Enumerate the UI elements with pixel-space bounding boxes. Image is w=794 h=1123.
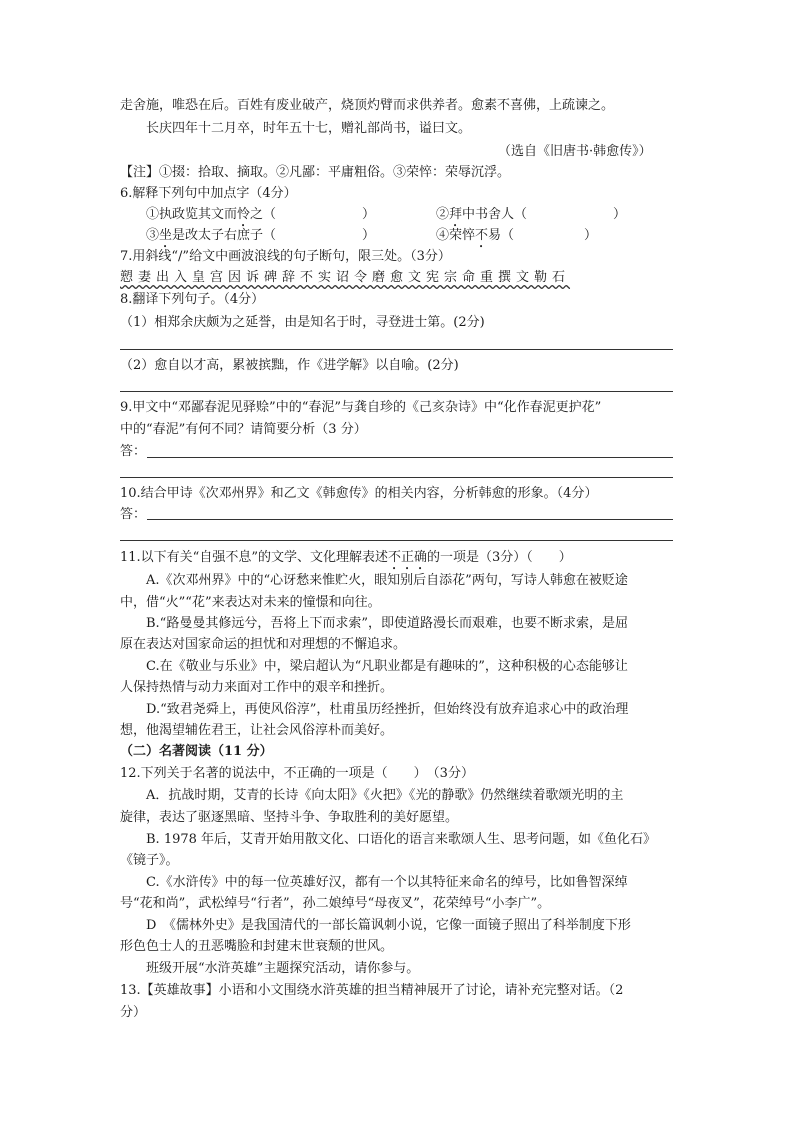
q6-item-3-pre: ③ xyxy=(146,228,160,243)
q6-item-1-dot: 怜 xyxy=(237,207,251,222)
q6-item-4-pre: ④荣悴 xyxy=(436,228,476,243)
q8-answer-line-2[interactable] xyxy=(120,391,673,392)
q6-item-4-close: ） xyxy=(584,228,598,243)
q9-line-2: 中的“春泥”有何不同？请简要分析（3 分） xyxy=(120,422,367,437)
q11-option-d-2: 想，他渴望辅佐君王，让社会风俗淳朴而美好。 xyxy=(120,723,394,738)
q6-item-4-dot: 不 xyxy=(475,228,489,243)
q7-wavy-sentence: 愬妻出入皇宫因诉碑辞不实诏令磨愈文宪宗命重撰文勒石 xyxy=(120,270,571,285)
q11-option-d-1: D.“致君尧舜上，再使风俗淳”，杜甫虽历经挫折，但始终没有放弃追求心中的政治理 xyxy=(146,702,629,717)
q6-item-4 xyxy=(436,226,597,251)
q11-option-a-1: A.《次邓州界》中的“心讶愁来惟贮火，眼知别后自添花”两句，写诗人韩愈在被贬途 xyxy=(146,573,628,588)
q11-option-c-2: 人保持热情与动力来面对工作中的艰辛和挫折。 xyxy=(120,680,394,695)
q9-answer-line-2[interactable] xyxy=(120,477,673,478)
q11-title xyxy=(120,548,572,573)
q11-title-post: 的一项是（3分）（ ） xyxy=(426,550,572,565)
q10-answer-label: 答： xyxy=(120,507,147,522)
q9-answer-line-1[interactable] xyxy=(147,457,673,458)
q12-option-b-2: 《镜子》。 xyxy=(120,853,179,868)
q12-option-a-2: 旋律，表达了驱逐黑暗、坚持斗争、争取胜利的美好愿望。 xyxy=(120,810,459,825)
q6-item-1-close: ） xyxy=(362,207,376,222)
q6-item-3-dot: 坐 xyxy=(159,228,173,243)
q11-title-pre: 11.以下有关“自强不息”的文学、文化理解表述 xyxy=(120,550,388,565)
q8-sentence-1: （1）相郑余庆颇为之延誉，由是知名于时，寻登进士第。(2分) xyxy=(120,315,485,330)
q6-item-3-post: 是改太子右庶子（ xyxy=(172,228,277,243)
q6-item-3-close: ） xyxy=(362,228,376,243)
q10-answer-line-1[interactable] xyxy=(147,519,673,520)
section-2-title: （二）名著阅读（11 分） xyxy=(120,744,273,759)
activity-intro: 班级开展“水浒英雄”主题探究活动，请你参与。 xyxy=(146,961,420,976)
q11-title-dot: 不正确 xyxy=(387,550,427,565)
q12-option-c-1: C.《水浒传》中的每一位英雄好汉，都有一个以其特征来命名的绰号，比如鲁智深绰 xyxy=(146,875,628,890)
q12-title: 12.下列关于名著的说法中，不正确的一项是（ ） （3分） xyxy=(120,766,474,781)
q8-answer-line-1[interactable] xyxy=(120,349,673,350)
q11-option-c-1: C.在《敬业与乐业》中，梁启超认为“凡职业都是有趣味的”，这种积极的心态能够让 xyxy=(146,659,628,674)
q6-title: 6.解释下列句中加点字（4分） xyxy=(120,186,297,201)
passage-note: 【注】①掇：拾取、摘取。②凡鄙：平庸粗俗。③荣悴：荣辱沉浮。 xyxy=(120,165,511,180)
q11-option-b-2: 原在表达对国家命运的担忧和对理想的不懈追求。 xyxy=(120,637,407,652)
q9-answer-label: 答： xyxy=(120,444,147,459)
passage-line-2: 长庆四年十二月卒，时年五十七，赠礼部尚书，谥曰文。 xyxy=(146,121,472,136)
passage-line-1: 走舍施，唯恐在后。百姓有废业破产，烧顶灼臂而求供养者。愈素不喜佛，上疏谏之。 xyxy=(120,98,615,113)
q6-item-1-post: 之（ xyxy=(250,207,277,222)
q9-line-1: 9.甲文中“邓鄙春泥见驿赊”中的“春泥”与龚自珍的《己亥杂诗》中“化作春泥更护花” xyxy=(120,400,602,415)
passage-source: （选自《旧唐书·韩愈传》） xyxy=(498,144,652,159)
q13-line-1: 13.【英雄故事】小语和小文围绕水浒英雄的担当精神展开了讨论，请补充完整对话。（2 xyxy=(120,983,624,998)
q6-item-2-dot: 拜 xyxy=(449,207,463,222)
q8-title: 8.翻译下列句子。（4分） xyxy=(120,292,265,307)
q8-sentence-2: （2）愈自以才高，累被摈黜，作《进学解》以自喻。(2分) xyxy=(120,358,459,373)
q12-option-a-1: A．抗战时期，艾青的长诗《向太阳》《火把》《光的静歌》仍然继续着歌颂光明的主 xyxy=(146,788,624,803)
q12-option-b-1: B. 1978 年后，艾青开始用散文化、口语化的语言来歌颂人生、思考问题，如《鱼化石》 xyxy=(146,832,657,847)
q13-line-2: 分） xyxy=(120,1005,147,1020)
q6-item-4-post: 易（ xyxy=(488,228,515,243)
q7-sentence xyxy=(120,268,570,288)
q10-line-1: 10.结合甲诗《次邓州界》和乙文《韩愈传》的相关内容，分析韩愈的形象。（4分） xyxy=(120,486,598,501)
q12-option-d-2: 形色色士人的丑恶嘴脸和封建末世衰颓的世风。 xyxy=(120,939,394,954)
q11-option-b-1: B.“路曼曼其修远兮，吾将上下而求索”，即使道路漫长而艰难，也要不断求索，是屈 xyxy=(146,616,628,631)
q7-title: 7.用斜线“/”给文中画波浪线的句子断句，限三处。（3分） xyxy=(120,249,451,264)
q6-item-2-close: ） xyxy=(613,207,627,222)
q12-option-c-2: 号“花和尚”，武松绰号“行者”，孙二娘绰号“母夜叉”，花荣绰号“小李广”。 xyxy=(120,896,551,911)
q12-option-d-1: D 《儒林外史》是我国清代的一部长篇讽刺小说，它像一面镜子照出了科举制度下形 xyxy=(146,918,631,933)
q11-option-a-2: 中，借“火”“花”来表达对未来的憧憬和向往。 xyxy=(120,595,381,610)
q6-item-2-pre: ② xyxy=(436,207,450,222)
q6-item-1-pre: ①执政览其文而 xyxy=(146,207,238,222)
q10-answer-line-2[interactable] xyxy=(120,540,673,541)
q6-item-2-post: 中书舍人（ xyxy=(462,207,528,222)
